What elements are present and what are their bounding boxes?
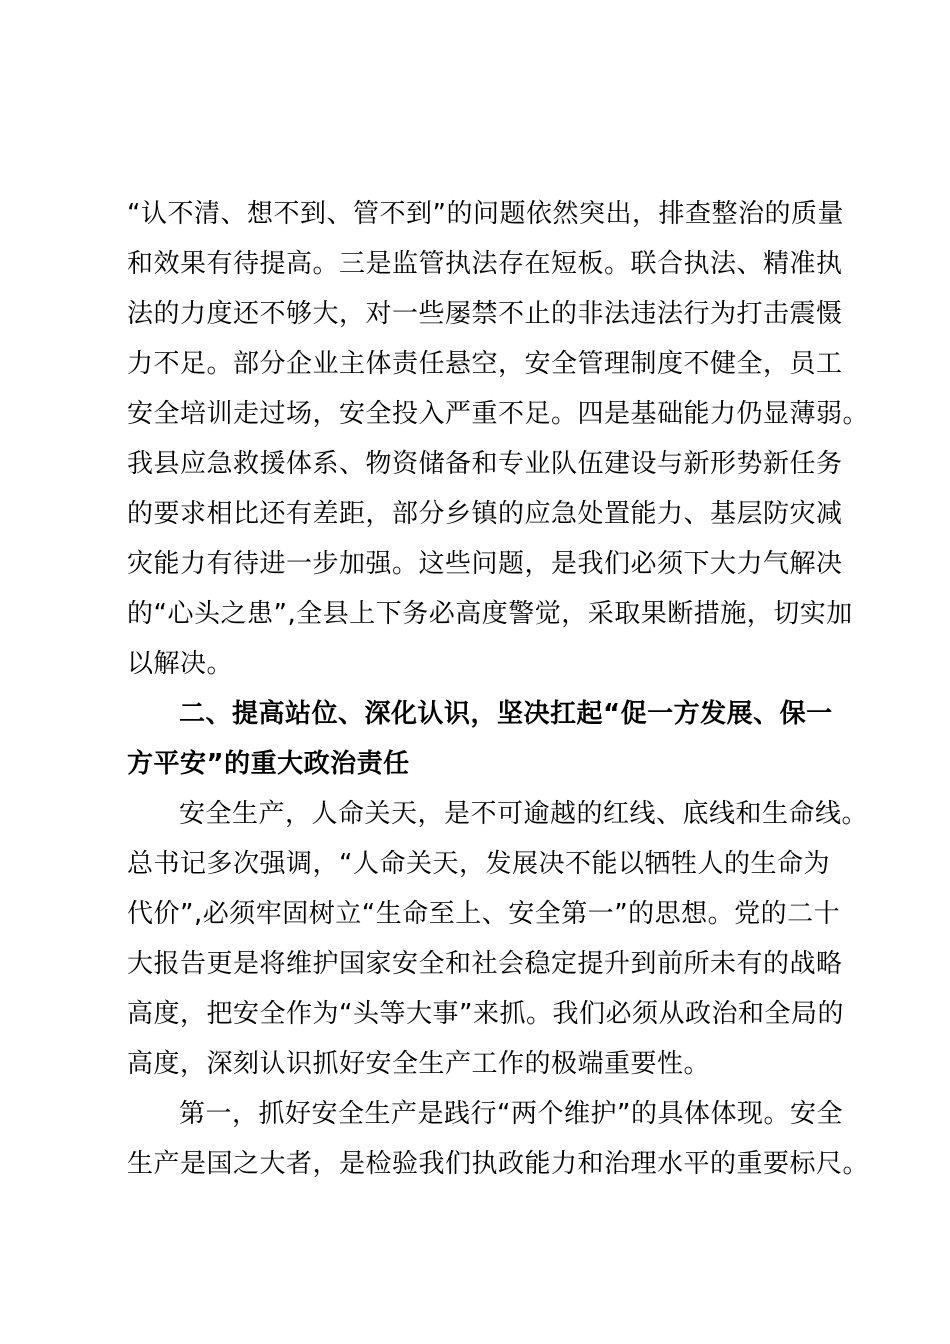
text-line: “认不清、想不到、管不到”的问题依然突出，排查整治的质量 xyxy=(127,199,844,229)
text-line: 大报告更是将维护国家安全和社会稳定提升到前所未有的战略 xyxy=(127,949,843,979)
text-line: 生产是国之大者，是检验我们执政能力和治理水平的重要标尺。 xyxy=(127,1149,870,1179)
text-line: 高度，深刻认识抓好安全生产工作的极端重要性。 xyxy=(127,1049,711,1079)
text-line: 以解决。 xyxy=(127,649,234,679)
text-line: 第一，抓好安全生产是践行“两个维护”的具体体现。安全 xyxy=(179,1099,843,1129)
text-line: 和效果有待提高。三是监管执法存在短板。联合执法、精准执 xyxy=(127,249,843,279)
text-line: 我县应急救援体系、物资储备和专业队伍建设与新形势新任务 xyxy=(127,449,843,479)
paragraph-first xyxy=(127,1089,870,1189)
text-line: 高度，把安全作为“头等大事”来抓。我们必须从政治和全局的 xyxy=(127,999,844,1029)
paragraph-safety xyxy=(127,789,869,1089)
text-line: 代价”,必须牢固树立“生命至上、安全第一”的思想。党的二十 xyxy=(127,899,841,929)
section-heading xyxy=(127,689,837,789)
text-line: 力不足。部分企业主体责任悬空，安全管理制度不健全，员工 xyxy=(127,349,843,379)
paragraph-continued xyxy=(127,189,870,689)
heading-line: 方平安”的重大政治责任 xyxy=(127,749,410,779)
document-body xyxy=(127,189,870,1189)
heading-line: 二、提高站位、深化认识，坚决扛起“促一方发展、保一 xyxy=(179,699,833,729)
text-line: 灾能力有待进一步加强。这些问题，是我们必须下大力气解决 xyxy=(127,549,843,579)
text-line: 安全培训走过场，安全投入严重不足。四是基础能力仍显薄弱。 xyxy=(127,399,870,429)
text-line: 法的力度还不够大，对一些屡禁不止的非法违法行为打击震慑 xyxy=(127,299,843,329)
text-line: 的要求相比还有差距，部分乡镇的应急处置能力、基层防灾减 xyxy=(127,499,843,529)
text-line: 总书记多次强调，“人命关天，发展决不能以牺牲人的生命为 xyxy=(127,849,830,879)
text-line: 安全生产，人命关天，是不可逾越的红线、底线和生命线。 xyxy=(179,799,869,829)
text-line: 的“心头之患”,全县上下务必高度警觉，采取果断措施，切实加 xyxy=(127,599,853,629)
